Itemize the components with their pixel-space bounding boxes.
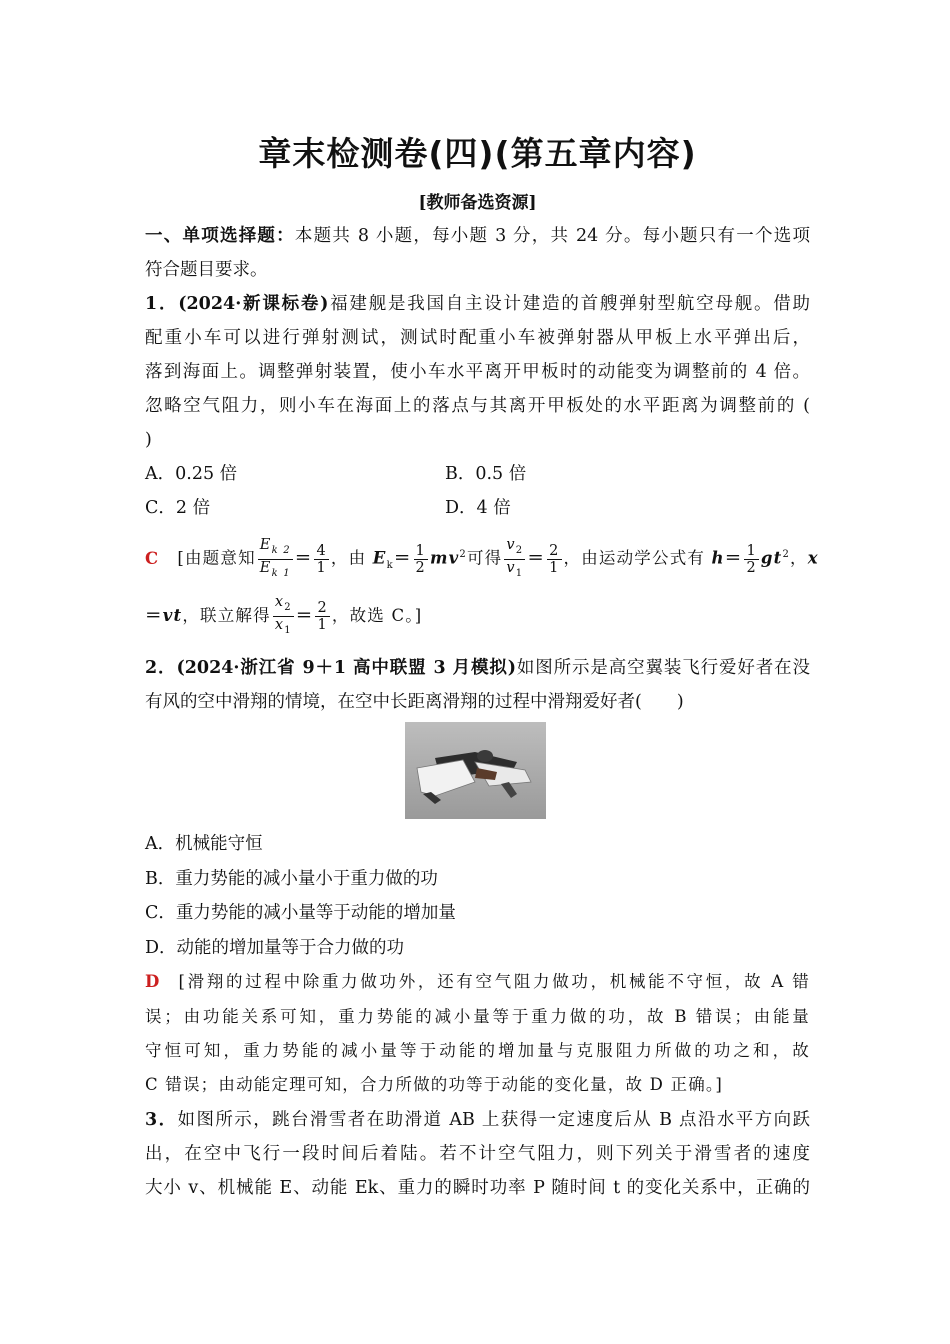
exp-den: 1 xyxy=(317,617,328,633)
page-title: 章末检测卷(四)(第五章内容) xyxy=(258,134,697,173)
exp-den: 2 xyxy=(415,559,426,576)
q1-number: 1． xyxy=(145,294,179,314)
fraction-2-1b xyxy=(315,600,329,633)
q1-line5: ) xyxy=(145,430,152,450)
equals-sign: ＝ xyxy=(145,606,163,625)
q3-line3: 大小 v、机械能 E、动能 Ek、重力的瞬时功率 P 随时间 t 的变化关系中，正确的 xyxy=(145,1178,810,1198)
exp-sup: 2 xyxy=(459,549,467,560)
exp-sym: v xyxy=(506,536,516,553)
q1-option-a: A．0.25 倍 xyxy=(145,464,238,484)
exp-sym: gt xyxy=(760,548,783,568)
section-label: 一、单项选择题： xyxy=(145,226,295,246)
exp-sup: 2 xyxy=(782,549,791,560)
q2-explanation-line3: 守恒可知，重力势能的减小量等于动能的增加量与克服阻力所做的功之和，故 xyxy=(145,1041,810,1060)
exp-sym: E xyxy=(259,536,272,553)
exp-text: ，故选 C。] xyxy=(331,606,423,625)
exp-num: 1 xyxy=(415,542,426,559)
q1-explanation-line1 xyxy=(145,533,819,588)
exp-text: ，联立解得 xyxy=(182,606,271,625)
exp-sym: E xyxy=(372,548,387,568)
q2-line1 xyxy=(145,656,810,680)
q1-source: (2024·新课标卷) xyxy=(178,294,329,314)
exp-den: 1 xyxy=(316,559,327,576)
section-desc-cont: 符合题目要求。 xyxy=(145,260,268,280)
exp-sym: h xyxy=(711,548,725,568)
section-header xyxy=(145,224,810,248)
exp-sub: k xyxy=(386,559,394,571)
exp-text: 可得 xyxy=(466,548,503,568)
q1-explanation-line2 xyxy=(145,594,422,639)
fraction-1-2b xyxy=(744,543,758,576)
exp-num: 2 xyxy=(317,600,328,616)
q2-option-d: D．动能的增加量等于合力做的功 xyxy=(145,938,405,958)
exp-sub: 1 xyxy=(284,624,292,636)
q2-option-c: C．重力势能的减小量等于动能的增加量 xyxy=(145,903,456,923)
q3-number: 3． xyxy=(145,1110,178,1130)
q2-line2: 有风的空中滑翔的情境，在空中长距离滑翔的过程中滑翔爱好者( ) xyxy=(145,692,684,712)
exp-sub: 2 xyxy=(515,544,524,556)
equals-sign: ＝ xyxy=(724,548,743,568)
q2-source: (2024·浙江省 9＋1 高中联盟 3 月模拟) xyxy=(176,658,517,678)
exp-sym: E xyxy=(259,559,272,576)
section-desc: 本题共 8 小题，每小题 3 分，共 24 分。每小题只有一个选项 xyxy=(294,226,810,246)
exp-num: 2 xyxy=(549,542,560,559)
exp-text: [滑翔的过程中除重力做功外，还有空气阻力做功，机械能不守恒，故 A 错 xyxy=(178,972,810,991)
exp-den: 1 xyxy=(549,559,560,576)
exp-sym: x xyxy=(807,548,819,568)
fraction-1-2 xyxy=(414,543,428,576)
q1-option-c: C．2 倍 xyxy=(145,498,211,518)
q2-text1: 如图所示是高空翼装飞行爱好者在没 xyxy=(516,658,811,678)
q3-line2: 出，在空中飞行一段时间后着陆。若不计空气阻力，则下列关于滑雪者的速度 xyxy=(145,1144,810,1164)
exp-den: 2 xyxy=(746,559,757,576)
equals-sign: ＝ xyxy=(294,548,313,568)
exp-sub: k 2 xyxy=(271,544,291,556)
exp-num: 1 xyxy=(746,542,757,559)
exp-sub: 1 xyxy=(515,567,524,579)
fraction-ek2-ek1 xyxy=(258,537,293,582)
exp-text: [由题意知 xyxy=(177,548,256,568)
exp-sub: 2 xyxy=(284,602,292,613)
q1-line4: 忽略空气阻力，则小车在海面上的落点与其离开甲板处的水平距离为调整前的 ( xyxy=(145,396,810,416)
q2-answer: D xyxy=(145,972,161,991)
wingsuit-flyer-photo xyxy=(405,722,546,819)
q1-option-b: B．0.5 倍 xyxy=(445,464,527,484)
exp-text: ， xyxy=(790,548,808,568)
q1-text1: 福建舰是我国自主设计建造的首艘弹射型航空母舰。借助 xyxy=(328,294,811,314)
equals-sign: ＝ xyxy=(393,548,412,568)
exp-sym: vt xyxy=(162,606,183,625)
exp-num: 4 xyxy=(316,542,327,559)
q2-option-a: A．机械能守恒 xyxy=(145,834,263,854)
page-subtitle: [教师备选资源] xyxy=(418,193,537,213)
q2-option-b: B．重力势能的减小量小于重力做的功 xyxy=(145,869,438,889)
q2-explanation-line2: 误；由功能关系可知，重力势能的减小量等于重力做的功，故 B 错误；由能量 xyxy=(145,1007,810,1026)
fraction-4-1 xyxy=(314,543,328,576)
q3-text1: 如图所示，跳台滑雪者在助滑道 AB 上获得一定速度后从 B 点沿水平方向跃 xyxy=(177,1110,811,1130)
q1-line2: 配重小车可以进行弹射测试，测试时配重小车被弹射器从甲板上水平弹出后， xyxy=(145,328,810,348)
fraction-2-1 xyxy=(547,543,561,576)
equals-sign: ＝ xyxy=(527,548,546,568)
fraction-v2-v1 xyxy=(504,537,525,582)
exp-text: ，由 xyxy=(330,548,373,568)
equals-sign: ＝ xyxy=(295,606,314,625)
q2-explanation-line4: C 错误；由动能定理可知，合力所做的功等于动能的变化量，故 D 正确。] xyxy=(145,1075,723,1094)
q2-explanation-line1 xyxy=(145,970,810,994)
exp-sym: x xyxy=(274,594,285,611)
q2-number: 2． xyxy=(145,658,177,678)
q1-line3: 落到海面上。调整弹射装置，使小车水平离开甲板时的动能变为调整前的 4 倍。 xyxy=(145,362,810,382)
q1-answer: C xyxy=(145,548,160,568)
exp-sym: v xyxy=(506,559,516,576)
exp-sym: mv xyxy=(429,548,460,568)
exp-sub: k 1 xyxy=(271,567,291,579)
q1-option-d: D．4 倍 xyxy=(445,498,511,518)
exp-text: ，由运动学公式有 xyxy=(563,548,712,568)
q1-line1 xyxy=(145,292,810,316)
q3-line1 xyxy=(145,1108,810,1132)
fraction-x2-x1 xyxy=(273,594,294,639)
exp-sym: x xyxy=(274,617,285,633)
